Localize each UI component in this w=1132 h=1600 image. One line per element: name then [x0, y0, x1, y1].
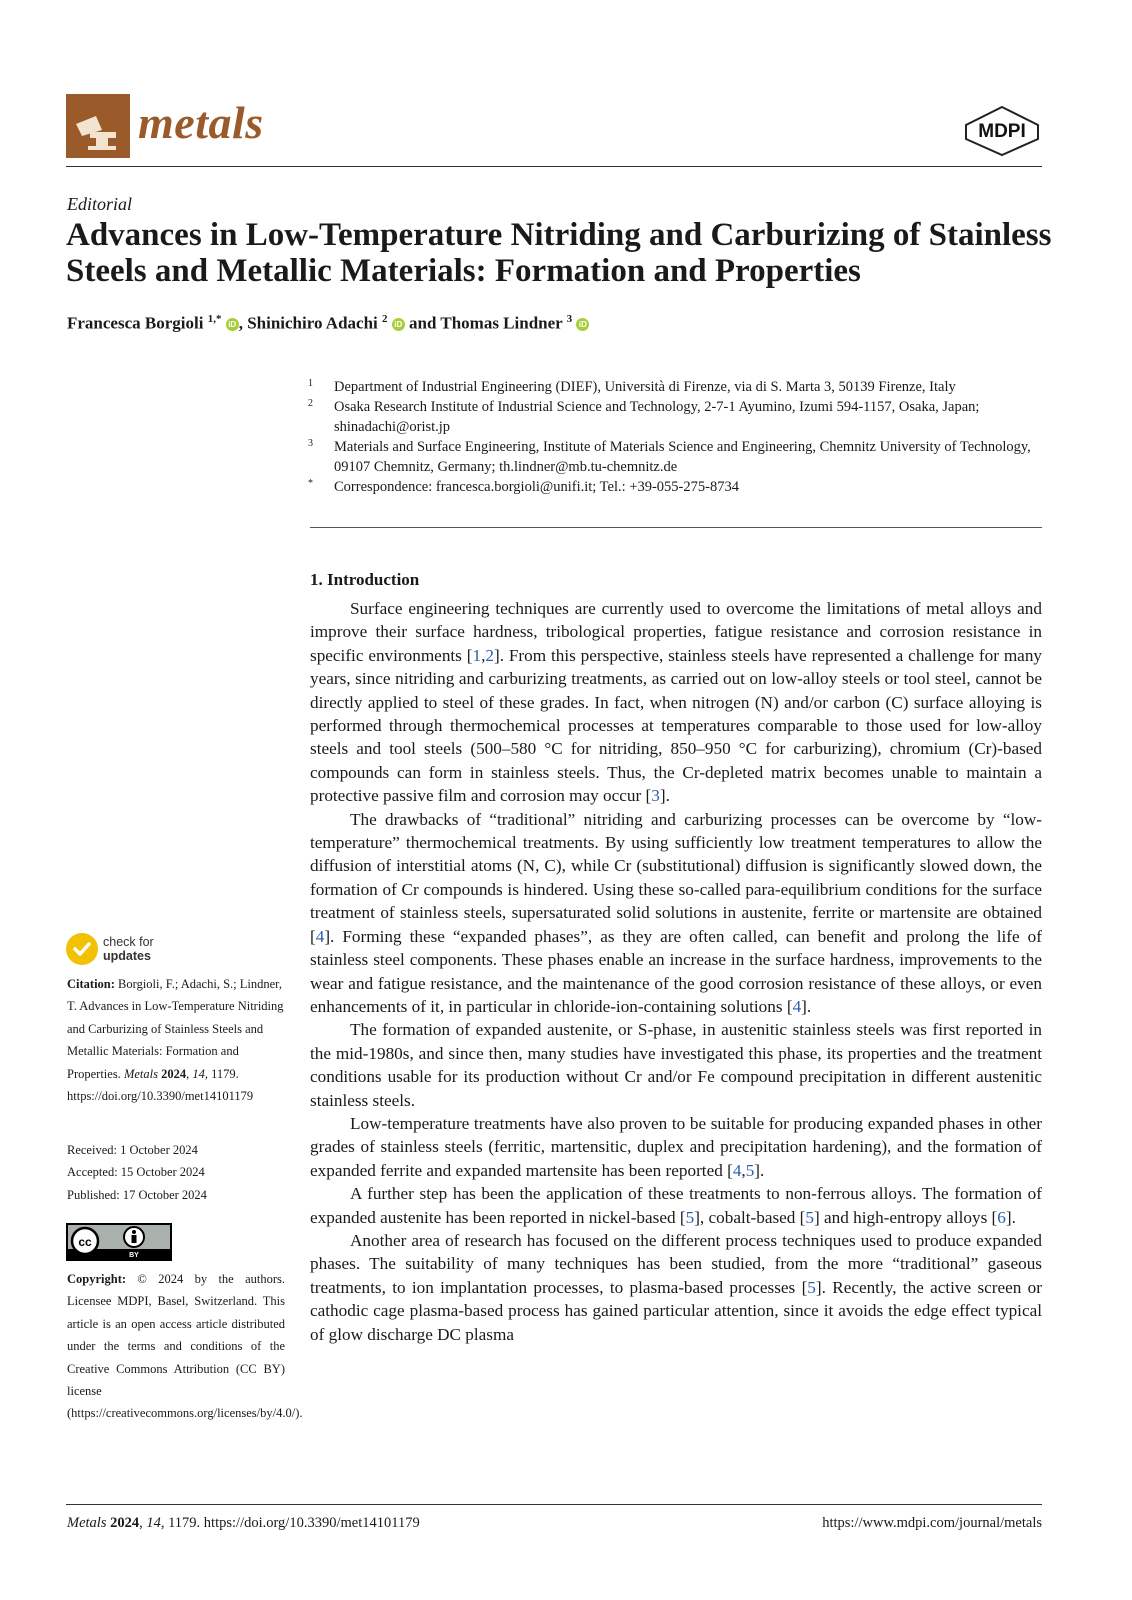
- header-divider: [66, 166, 1042, 167]
- paragraph: Another area of research has focused on the different process techniques used to produce expanded phases. The suitability of many techniques has been studied, from the more “traditional” gaseous treatments, to ion implantation processes, to plasma-based processes [5]. Recently, the active screen or cathodic cage plasma-based process has gained particular attention, since it avoids the edge effect typical of glow discharge DC plasma: [310, 1230, 1043, 1344]
- citation-link[interactable]: 5: [685, 1207, 695, 1227]
- affiliation-text: Department of Industrial Engineering (DIEF), Università di Firenze, via di S. Marta 3, 50139 Firenze, Italy: [334, 379, 956, 395]
- citation-link[interactable]: 4: [792, 996, 802, 1016]
- copyright-label: Copyright:: [67, 1272, 127, 1286]
- citation-link[interactable]: 4: [315, 926, 325, 946]
- citation-link[interactable]: 5: [805, 1207, 814, 1227]
- footer-citation: Metals 2024, 14, 1179. https://doi.org/10.3390/met14101179: [67, 1515, 420, 1531]
- copyright-text: © 2024 by the authors. Licensee MDPI, Basel, Switzerland. This article is an open access article distributed under the terms and conditions of the Creative Commons Attribution (CC BY) license (https://creativecommons.org/licenses/by/4.0/).: [67, 1272, 303, 1421]
- publication-dates: [67, 1139, 207, 1206]
- affiliation-item: [308, 377, 1048, 397]
- affiliation-number: 3: [308, 438, 313, 449]
- citation-year: 2024: [161, 1066, 187, 1081]
- cc-label: BY: [129, 1252, 139, 1259]
- author-affiliation-mark: 3: [566, 313, 573, 325]
- published-date: Published: 17 October 2024: [67, 1187, 207, 1202]
- journal-name: metals: [138, 97, 264, 148]
- correspondence-item: [308, 477, 1048, 497]
- correspondence-text: Correspondence: francesca.borgioli@unifi.it; Tel.: +39-055-275-8734: [334, 479, 739, 495]
- orcid-icon[interactable]: iD: [226, 318, 239, 331]
- orcid-icon[interactable]: iD: [576, 318, 589, 331]
- publisher-name: MDPI: [978, 121, 1026, 142]
- mdpi-logo[interactable]: [962, 105, 1042, 162]
- orcid-icon[interactable]: iD: [392, 318, 405, 331]
- check-updates-line2: updates: [103, 949, 151, 963]
- paragraph: The drawbacks of “traditional” nitriding and carburizing processes can be overcome by “low-temperature” thermochemical treatments. By using sufficiently low treatment temperatures to allow the diffusion of interstitial atoms (N, C), while Cr (substitutional) diffusion is significantly slowed down, the formation of Cr compounds is hindered. Using these so-called para-equilibrium conditions for the surface treatment of stainless steels, supersaturated solid solutions in austenite, ferrite or martensite are obtained [4]. Forming these “expanded phases”, as they are often called, can benefit and prolong the life of stainless steel components. These phases enable an increase in the surface hardness, improvements to the wear and fatigue resistance, and the maintenance of the good corrosion resistance of these alloys, or even enhancements of it, in particular in chloride-ion-containing solutions [4].: [310, 809, 1042, 1016]
- affiliation-number: 1: [308, 378, 313, 389]
- body-text: [310, 597, 1042, 1346]
- affiliation-number: 2: [308, 398, 313, 409]
- affiliation-text: Osaka Research Institute of Industrial Science and Technology, 2-7-1 Ayumino, Izumi 594-1157, Osaka, Japan; shinadachi@orist.jp: [334, 399, 980, 435]
- svg-text:cc: cc: [78, 1235, 92, 1249]
- citation-block: Citation: Borgioli, F.; Adachi, S.; Lindner, T. Advances in Low-Temperature Nitriding and Carburizing of Stainless Steels and Metallic Materials: Formation and Properties. Metals 2024, 14, 1179. https://doi.org/10.3390/met14101179: [67, 977, 284, 1104]
- check-updates-line1: check for: [103, 935, 154, 949]
- footer-journal: Metals: [67, 1515, 107, 1531]
- author-name: Shinichiro Adachi: [247, 313, 378, 333]
- affiliation-text: Materials and Surface Engineering, Institute of Materials Science and Engineering, Chemnitz University of Technology, 09107 Chemnitz, Germany; th.lindner@mb.tu-chemnitz.de: [334, 439, 1031, 475]
- author-name: Thomas Lindner: [440, 313, 563, 333]
- author-separator: ,: [238, 313, 248, 333]
- affiliations: [308, 377, 1048, 497]
- affiliations-divider: [310, 527, 1042, 528]
- footer-volume: 14: [146, 1515, 161, 1531]
- paragraph: Surface engineering techniques are currently used to overcome the limitations of metal alloys and improve their surface hardness, tribological properties, fatigue resistance and corrosion resistance in specific environments [1,2]. From this perspective, stainless steels have represented a challenge for many years, since nitriding and carburizing treatments, as carried out on low-alloy steels or tool steel, cannot be directly applied to steel of these grades. In fact, when nitrogen (N) and/or carbon (C) surface alloying is performed through thermochemical processes at temperatures comparable to those used for low-alloy steels and tool steels (500–580 °C for nitriding, 850–950 °C for carburizing), chromium (Cr)-based compounds can form in stainless steels. Thus, the Cr-depleted matrix becomes unable to maintain a protective passive film and corrosion may occur [3].: [310, 599, 1043, 806]
- author-affiliation-mark: 1,*: [207, 313, 222, 325]
- anvil-icon: [66, 94, 130, 158]
- affiliation-item: [308, 397, 1048, 437]
- author-list: [67, 313, 589, 334]
- citation-text: Borgioli, F.; Adachi, S.; Lindner, T. Advances in Low-Temperature Nitriding and Carburizing of Stainless Steels and Metallic Materials: Formation and Properties.: [67, 977, 284, 1081]
- page-title: Advances in Low-Temperature Nitriding and Carburizing of Stainless Steels and Metallic Materials: Formation and Properties: [66, 217, 1052, 289]
- paragraph: The formation of expanded austenite, or S-phase, in austenitic stainless steels was first reported in the mid-1980s, and since then, many studies have investigated this phase, its properties and the treatment conditions usable for its production without Cr and/or Fe compound precipitation in different austenitic stainless steels.: [310, 1020, 1042, 1110]
- author-separator: and: [404, 313, 441, 333]
- citation-volume: 14: [192, 1066, 205, 1081]
- journal-logo: [66, 94, 130, 158]
- citation-link[interactable]: 1: [472, 645, 482, 665]
- article-type: Editorial: [67, 194, 133, 214]
- correspondence-mark: *: [308, 478, 313, 489]
- footer-doi-link[interactable]: , 1179. https://doi.org/10.3390/met14101179: [160, 1515, 420, 1531]
- cc-by-license-badge[interactable]: [66, 1223, 172, 1261]
- citation-link[interactable]: 3: [651, 786, 660, 806]
- section-heading: 1. Introduction: [310, 570, 420, 589]
- author-name: Francesca Borgioli: [67, 313, 204, 333]
- citation-link[interactable]: 6: [997, 1207, 1006, 1227]
- paragraph: A further step has been the application of these treatments to non-ferrous alloys. The formation of expanded austenite has been reported in nickel-based [5], cobalt-based [5] and high-entropy alloys [6].: [310, 1184, 1042, 1227]
- paragraph: Low-temperature treatments have also proven to be suitable for producing expanded phases in other grades of stainless steels (ferritic, martensitic, duplex and precipitation hardening), and the formation of expanded ferrite and expanded martensite has been reported [4,5].: [310, 1113, 1042, 1180]
- checkmark-icon: [66, 933, 98, 965]
- footer-divider: [66, 1504, 1042, 1505]
- author-affiliation-mark: 2: [382, 313, 388, 325]
- footer-year: 2024: [110, 1515, 140, 1531]
- accepted-date: Accepted: 15 October 2024: [67, 1165, 205, 1180]
- citation-link[interactable]: 5: [745, 1160, 755, 1180]
- citation-journal: Metals: [123, 1066, 158, 1081]
- footer-journal-url[interactable]: https://www.mdpi.com/journal/metals: [822, 1515, 1042, 1531]
- copyright-block: [67, 1268, 303, 1425]
- received-date: Received: 1 October 2024: [67, 1143, 198, 1157]
- citation-link[interactable]: 2: [485, 645, 494, 665]
- citation-link[interactable]: 4: [732, 1160, 742, 1180]
- citation-doi[interactable]: , 1179. https://doi.org/10.3390/met14101179: [67, 1066, 254, 1104]
- affiliation-item: [308, 437, 1048, 477]
- citation-link[interactable]: 5: [807, 1277, 816, 1297]
- citation-label: Citation:: [67, 977, 115, 991]
